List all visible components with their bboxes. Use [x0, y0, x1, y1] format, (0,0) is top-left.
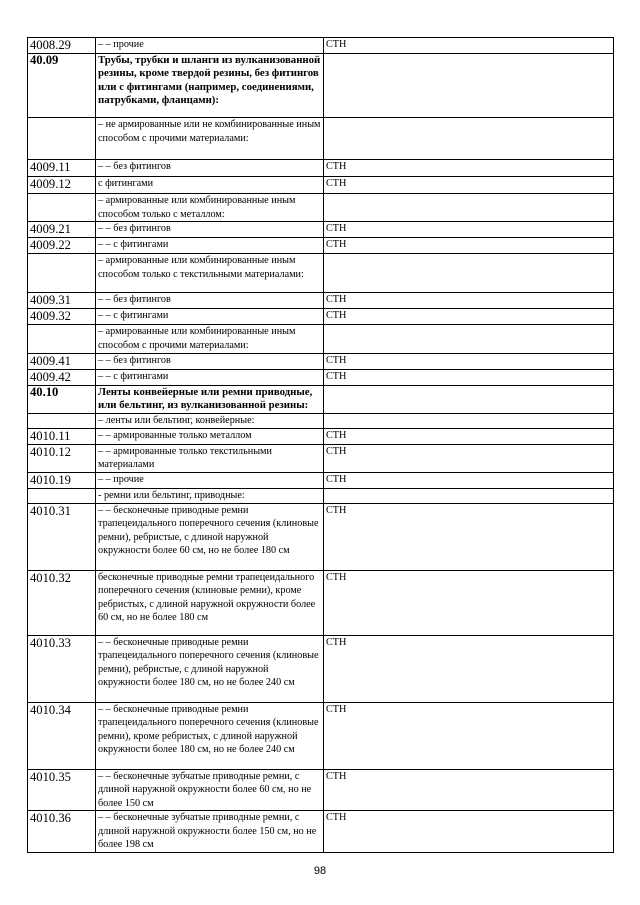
duty-cell: СТН [324, 635, 614, 702]
hs-code-cell: 4010.33 [28, 635, 96, 702]
duty-cell: СТН [324, 769, 614, 811]
description-cell: с фитингами [96, 177, 324, 194]
hs-code-cell: 4010.12 [28, 444, 96, 472]
hs-code-cell [28, 254, 96, 293]
description-cell: – – с фитингами [96, 309, 324, 325]
table-row [28, 503, 614, 570]
description-cell: - ремни или бельтинг, приводные: [96, 488, 324, 503]
description-cell: – – армированные только текстильными материалами [96, 444, 324, 472]
table-row [28, 38, 614, 54]
duty-cell [324, 54, 614, 118]
table-row [28, 160, 614, 177]
hs-code-cell: 4009.21 [28, 222, 96, 238]
tariff-table-body [28, 38, 614, 853]
table-row [28, 254, 614, 293]
table-row [28, 194, 614, 222]
description-cell: – – без фитингов [96, 222, 324, 238]
description-cell: – – прочие [96, 472, 324, 488]
table-row [28, 702, 614, 769]
description-cell: – – бесконечные зубчатые приводные ремни, с длиной наружной окружности более 150 см, но не более 198 см [96, 811, 324, 853]
duty-cell: СТН [324, 309, 614, 325]
hs-code-cell: 4009.22 [28, 238, 96, 254]
duty-cell: СТН [324, 444, 614, 472]
tariff-table [27, 37, 614, 853]
hs-code-cell: 4008.29 [28, 38, 96, 54]
duty-cell: СТН [324, 222, 614, 238]
description-cell: Ленты конвейерные или ремни приводные, или бельтинг, из вулканизованной резины: [96, 386, 324, 414]
duty-cell: СТН [324, 370, 614, 386]
duty-cell: СТН [324, 38, 614, 54]
duty-cell: СТН [324, 160, 614, 177]
description-cell: – – с фитингами [96, 370, 324, 386]
table-row [28, 386, 614, 414]
description-cell: – – бесконечные зубчатые приводные ремни, с длиной наружной окружности более 60 см, но не более 150 см [96, 769, 324, 811]
description-cell: Трубы, трубки и шланги из вулканизованной резины, кроме твердой резины, без фитингов или с фитингами (например, соединениями, патрубками, фланцами): [96, 54, 324, 118]
description-cell: – армированные или комбинированные иным способом только с металлом: [96, 194, 324, 222]
table-row [28, 444, 614, 472]
hs-code-cell: 4010.31 [28, 503, 96, 570]
table-row [28, 118, 614, 160]
table-row [28, 811, 614, 853]
hs-code-cell: 4010.35 [28, 769, 96, 811]
duty-cell [324, 254, 614, 293]
table-row [28, 428, 614, 444]
table-row [28, 177, 614, 194]
table-row [28, 325, 614, 354]
duty-cell: СТН [324, 354, 614, 370]
description-cell: бесконечные приводные ремни трапецеидального поперечного сечения (клиновые ремни), кроме ребристых, с длиной наружной окружности более 60 см, но не более 180 см [96, 570, 324, 635]
table-row [28, 293, 614, 309]
table-row [28, 488, 614, 503]
table-row [28, 238, 614, 254]
hs-code-cell: 4009.32 [28, 309, 96, 325]
duty-cell: СТН [324, 428, 614, 444]
duty-cell: СТН [324, 811, 614, 853]
table-row [28, 354, 614, 370]
hs-code-cell: 4010.36 [28, 811, 96, 853]
description-cell: – – бесконечные приводные ремни трапецеидального поперечного сечения (клиновые ремни), ребристые, с длиной наружной окружности более 60 см, но не более 180 см [96, 503, 324, 570]
description-cell: – армированные или комбинированные иным способом только с текстильными материалами: [96, 254, 324, 293]
description-cell: – – бесконечные приводные ремни трапецеидального поперечного сечения (клиновые ремни), ребристые, с длиной наружной окружности более 180 см, но не более 240 см [96, 635, 324, 702]
duty-cell [324, 325, 614, 354]
duty-cell: СТН [324, 702, 614, 769]
table-row [28, 222, 614, 238]
duty-cell: СТН [324, 472, 614, 488]
hs-code-cell [28, 488, 96, 503]
description-cell: – армированные или комбинированные иным способом с прочими материалами: [96, 325, 324, 354]
table-row [28, 370, 614, 386]
description-cell: – – бесконечные приводные ремни трапецеидального поперечного сечения (клиновые ремни), кроме ребристых, с длиной наружной окружности более 180 см, но не более 240 см [96, 702, 324, 769]
hs-code-cell: 4009.41 [28, 354, 96, 370]
table-row [28, 635, 614, 702]
description-cell: – – прочие [96, 38, 324, 54]
description-cell: – – с фитингами [96, 238, 324, 254]
table-row [28, 769, 614, 811]
hs-code-cell: 4010.34 [28, 702, 96, 769]
duty-cell: СТН [324, 238, 614, 254]
description-cell: – – без фитингов [96, 354, 324, 370]
description-cell: – – без фитингов [96, 160, 324, 177]
duty-cell [324, 488, 614, 503]
page-number: 98 [313, 865, 327, 877]
duty-cell: СТН [324, 570, 614, 635]
duty-cell [324, 118, 614, 160]
hs-code-cell: 40.09 [28, 54, 96, 118]
duty-cell: СТН [324, 503, 614, 570]
table-row [28, 472, 614, 488]
hs-code-cell: 4009.31 [28, 293, 96, 309]
hs-code-cell: 4010.32 [28, 570, 96, 635]
table-row [28, 570, 614, 635]
hs-code-cell: 4009.11 [28, 160, 96, 177]
hs-code-cell: 4009.12 [28, 177, 96, 194]
hs-code-cell: 40.10 [28, 386, 96, 414]
duty-cell [324, 194, 614, 222]
duty-cell: СТН [324, 293, 614, 309]
hs-code-cell: 4010.19 [28, 472, 96, 488]
hs-code-cell [28, 414, 96, 429]
description-cell: – – армированные только металлом [96, 428, 324, 444]
hs-code-cell [28, 325, 96, 354]
hs-code-cell: 4010.11 [28, 428, 96, 444]
description-cell: – ленты или бельтинг, конвейерные: [96, 414, 324, 429]
hs-code-cell [28, 118, 96, 160]
hs-code-cell: 4009.42 [28, 370, 96, 386]
description-cell: – – без фитингов [96, 293, 324, 309]
hs-code-cell [28, 194, 96, 222]
table-row [28, 414, 614, 429]
table-row [28, 309, 614, 325]
duty-cell: СТН [324, 177, 614, 194]
table-row [28, 54, 614, 118]
duty-cell [324, 386, 614, 414]
duty-cell [324, 414, 614, 429]
description-cell: – не армированные или не комбинированные иным способом с прочими материалами: [96, 118, 324, 160]
